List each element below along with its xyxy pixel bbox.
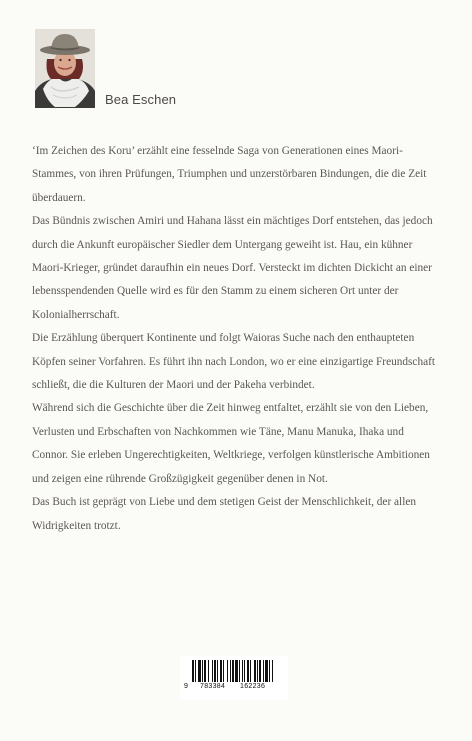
barcode-bar (217, 660, 218, 682)
barcode-bar (254, 660, 256, 682)
barcode-bar (208, 660, 209, 682)
blurb-paragraph: Während sich die Geschichte über die Zeit hinweg entfaltet, erzählt sie von den Lieben, Verlusten und Erbschaften von Nachkommen wie Täne, Manu Manuka, Ihaka und Connor. Sie erleben Ungerechtigkeiten, Weltkriege, verfolgen künstlerische Ambitionen und zeigen eine rührende Großzügigkeit gegenüber denen in Not. (32, 402, 430, 485)
blurb-paragraph: ‘Im Zeichen des Koru’ erzählt eine fesselnde Saga von Generationen eines Maori-Stammes, von ihren Prüfungen, Triumphen und unzerstörbaren Bindungen, die die Zeit überdauern. (32, 145, 427, 204)
isbn-digits-left: 783384 (200, 683, 226, 690)
author-block (35, 29, 176, 108)
barcode-bar (250, 660, 251, 682)
barcode-bar (235, 660, 238, 682)
barcode-bars (180, 656, 288, 684)
barcode-bar (192, 660, 194, 682)
blurb-paragraph: Das Buch ist geprägt von Liebe und dem stetigen Geist der Menschlichkeit, der allen Widrigkeiten trotzt. (32, 496, 416, 532)
barcode-bar (239, 660, 240, 682)
isbn-barcode (180, 656, 288, 700)
barcode-bar (232, 660, 234, 682)
barcode-bar (202, 660, 203, 682)
barcode-bar (227, 660, 228, 682)
barcode-bar (257, 660, 258, 682)
barcode-bar (195, 660, 196, 682)
barcode-bar (244, 660, 245, 682)
barcode-bar (259, 660, 261, 682)
barcode-bar (265, 660, 268, 682)
barcode-bar (204, 660, 206, 682)
blurb-paragraph: Das Bündnis zwischen Amiri und Hahana lässt ein mächtiges Dorf entstehen, das jedoch durch die Ankunft europäischer Siedler dem Untergang geweiht ist. Hau, ein kühner Maori-Krieger, gründet daraufhin ein neues Dorf. Versteckt im dichten Dickicht an einer lebensspendenden Quelle wird es für den Stamm zu einem sicheren Ort unter der Kolonialherrschaft. (32, 215, 433, 321)
barcode-bar (269, 660, 270, 682)
barcode-bar (230, 660, 231, 682)
barcode-bar (272, 660, 273, 682)
barcode-bar (220, 660, 222, 682)
barcode-bar (212, 660, 213, 682)
isbn-digits-right: 162236 (240, 683, 266, 690)
author-name: Bea Eschen (105, 92, 177, 107)
book-blurb (32, 140, 442, 538)
barcode-bar (263, 660, 264, 682)
barcode-bar (223, 660, 224, 682)
barcode-bar (242, 660, 243, 682)
barcode-bar (247, 660, 249, 682)
barcode-bar (214, 660, 216, 682)
isbn-digit-first: 9 (184, 683, 189, 690)
author-photo (35, 29, 95, 108)
barcode-bar (198, 660, 201, 682)
blurb-paragraph: Die Erzählung überquert Kontinente und folgt Waioras Suche nach den enthaupteten Köpfen seiner Vorfahren. Es führt ihn nach London, wo er eine einzigartige Freundschaft schließt, die die Kulturen der Maori und der Pakeha verbindet. (32, 332, 436, 392)
